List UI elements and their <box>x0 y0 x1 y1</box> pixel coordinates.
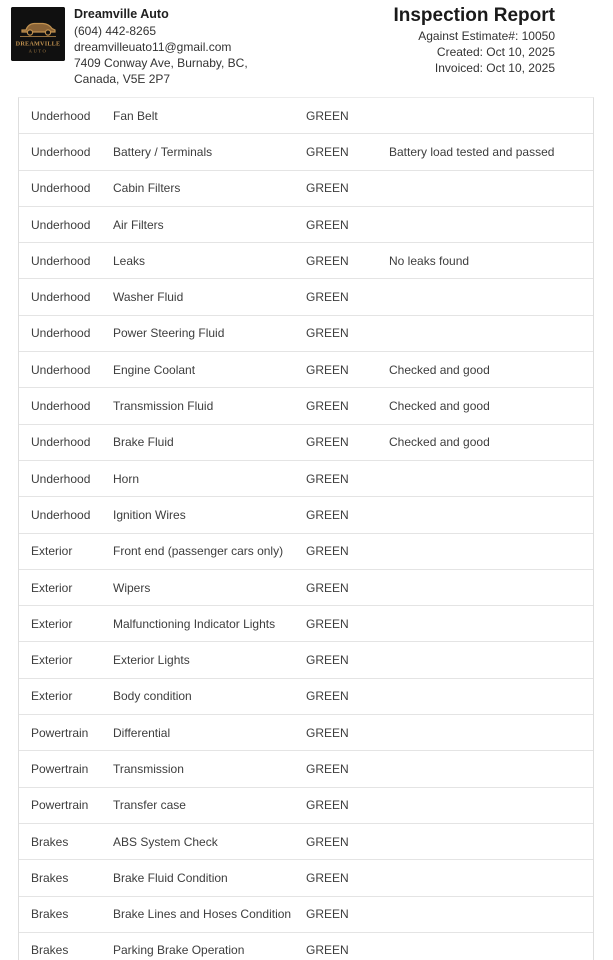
row-item: Wipers <box>113 580 151 595</box>
report-title: Inspection Report <box>393 5 555 26</box>
row-status: GREEN <box>306 834 349 849</box>
svg-text:DREAMVILLE: DREAMVILLE <box>15 40 61 48</box>
inspection-row <box>19 679 593 715</box>
row-item: Front end (passenger cars only) <box>113 544 284 559</box>
row-item: Ignition Wires <box>113 507 186 522</box>
inspection-table <box>18 97 594 960</box>
row-category: Underhood <box>31 181 91 196</box>
row-item: Engine Coolant <box>113 362 196 377</box>
row-note: Checked and good <box>389 362 490 377</box>
row-category: Underhood <box>31 217 91 232</box>
row-note: Battery load tested and passed <box>389 144 555 159</box>
inspection-row <box>19 352 593 388</box>
row-note: No leaks found <box>389 253 470 268</box>
row-item: Fan Belt <box>113 108 158 123</box>
row-note: Checked and good <box>389 435 490 450</box>
row-category: Underhood <box>31 253 91 268</box>
row-category: Underhood <box>31 507 91 522</box>
inspection-row <box>19 171 593 207</box>
row-status: GREEN <box>306 362 349 377</box>
inspection-row <box>19 606 593 642</box>
row-item: Air Filters <box>113 217 164 232</box>
row-item: Parking Brake Operation <box>113 943 245 958</box>
row-category: Underhood <box>31 108 91 123</box>
row-category: Powertrain <box>31 761 89 776</box>
report-info <box>393 3 555 76</box>
row-status: GREEN <box>306 616 349 631</box>
row-status: GREEN <box>306 943 349 958</box>
row-status: GREEN <box>306 181 349 196</box>
row-status: GREEN <box>306 907 349 922</box>
row-category: Exterior <box>31 544 73 559</box>
inspection-row <box>19 279 593 315</box>
inspection-row <box>19 425 593 461</box>
row-category: Exterior <box>31 580 73 595</box>
row-item: Horn <box>113 471 140 486</box>
inspection-row <box>19 642 593 678</box>
report-invoiced-date: Invoiced: Oct 10, 2025 <box>434 61 555 75</box>
report-estimate-number: Against Estimate#: 10050 <box>418 29 555 43</box>
row-category: Underhood <box>31 399 91 414</box>
inspection-row <box>19 897 593 933</box>
row-item: Brake Fluid <box>113 435 174 450</box>
row-item: Differential <box>113 725 171 740</box>
row-status: GREEN <box>306 290 349 305</box>
row-category: Underhood <box>31 326 91 341</box>
row-item: Body condition <box>113 689 192 704</box>
business-address-line1: 7409 Conway Ave, Burnaby, BC, <box>74 56 248 70</box>
row-status: GREEN <box>306 471 349 486</box>
row-item: Battery / Terminals <box>113 144 213 159</box>
row-status: GREEN <box>306 217 349 232</box>
inspection-row <box>19 316 593 352</box>
row-item: Exterior Lights <box>113 653 190 668</box>
row-status: GREEN <box>306 435 349 450</box>
row-item: Leaks <box>113 253 146 268</box>
row-item: Cabin Filters <box>113 181 181 196</box>
inspection-row <box>19 461 593 497</box>
row-category: Underhood <box>31 362 91 377</box>
inspection-row <box>19 788 593 824</box>
inspection-row <box>19 751 593 787</box>
row-item: Brake Lines and Hoses Condition <box>113 907 292 922</box>
row-note: Checked and good <box>389 399 490 414</box>
row-item: Transmission Fluid <box>113 399 214 414</box>
row-category: Underhood <box>31 290 91 305</box>
business-address-line2: Canada, V5E 2P7 <box>74 72 171 86</box>
row-status: GREEN <box>306 653 349 668</box>
inspection-row <box>19 534 593 570</box>
row-item: Washer Fluid <box>113 290 184 305</box>
row-status: GREEN <box>306 761 349 776</box>
row-status: GREEN <box>306 689 349 704</box>
business-phone: (604) 442-8265 <box>74 24 157 38</box>
row-category: Underhood <box>31 144 91 159</box>
inspection-row <box>19 715 593 751</box>
row-status: GREEN <box>306 326 349 341</box>
report-header <box>0 0 613 97</box>
business-name: Dreamville Auto <box>74 7 169 21</box>
row-item: Brake Fluid Condition <box>113 870 228 885</box>
row-item: Malfunctioning Indicator Lights <box>113 616 276 631</box>
row-status: GREEN <box>306 798 349 813</box>
row-status: GREEN <box>306 507 349 522</box>
row-item: ABS System Check <box>113 834 218 849</box>
inspection-row <box>19 134 593 170</box>
row-category: Underhood <box>31 471 91 486</box>
row-status: GREEN <box>306 253 349 268</box>
row-category: Powertrain <box>31 725 89 740</box>
inspection-row <box>19 388 593 424</box>
row-category: Exterior <box>31 616 73 631</box>
row-status: GREEN <box>306 144 349 159</box>
inspection-row <box>19 860 593 896</box>
inspection-row <box>19 570 593 606</box>
row-category: Brakes <box>31 870 69 885</box>
inspection-row <box>19 98 593 134</box>
row-item: Transmission <box>113 761 184 776</box>
inspection-table-body <box>19 98 593 960</box>
row-category: Brakes <box>31 834 69 849</box>
row-category: Brakes <box>31 943 69 958</box>
inspection-row <box>19 243 593 279</box>
row-category: Underhood <box>31 435 91 450</box>
row-status: GREEN <box>306 580 349 595</box>
business-email: dreamvilleuato11@gmail.com <box>74 40 232 54</box>
row-item: Power Steering Fluid <box>113 326 225 341</box>
row-status: GREEN <box>306 544 349 559</box>
row-status: GREEN <box>306 725 349 740</box>
row-item: Transfer case <box>113 798 186 813</box>
row-category: Brakes <box>31 907 69 922</box>
row-status: GREEN <box>306 870 349 885</box>
svg-text:AUTO: AUTO <box>28 48 48 54</box>
inspection-row <box>19 207 593 243</box>
dreamville-auto-logo <box>11 7 65 61</box>
logo-car-icon <box>11 7 65 61</box>
row-status: GREEN <box>306 399 349 414</box>
inspection-row <box>19 933 593 960</box>
row-category: Powertrain <box>31 798 89 813</box>
report-created-date: Created: Oct 10, 2025 <box>436 45 555 59</box>
row-status: GREEN <box>306 108 349 123</box>
inspection-row <box>19 497 593 533</box>
inspection-row <box>19 824 593 860</box>
business-info <box>74 6 248 87</box>
row-category: Exterior <box>31 653 73 668</box>
row-category: Exterior <box>31 689 73 704</box>
